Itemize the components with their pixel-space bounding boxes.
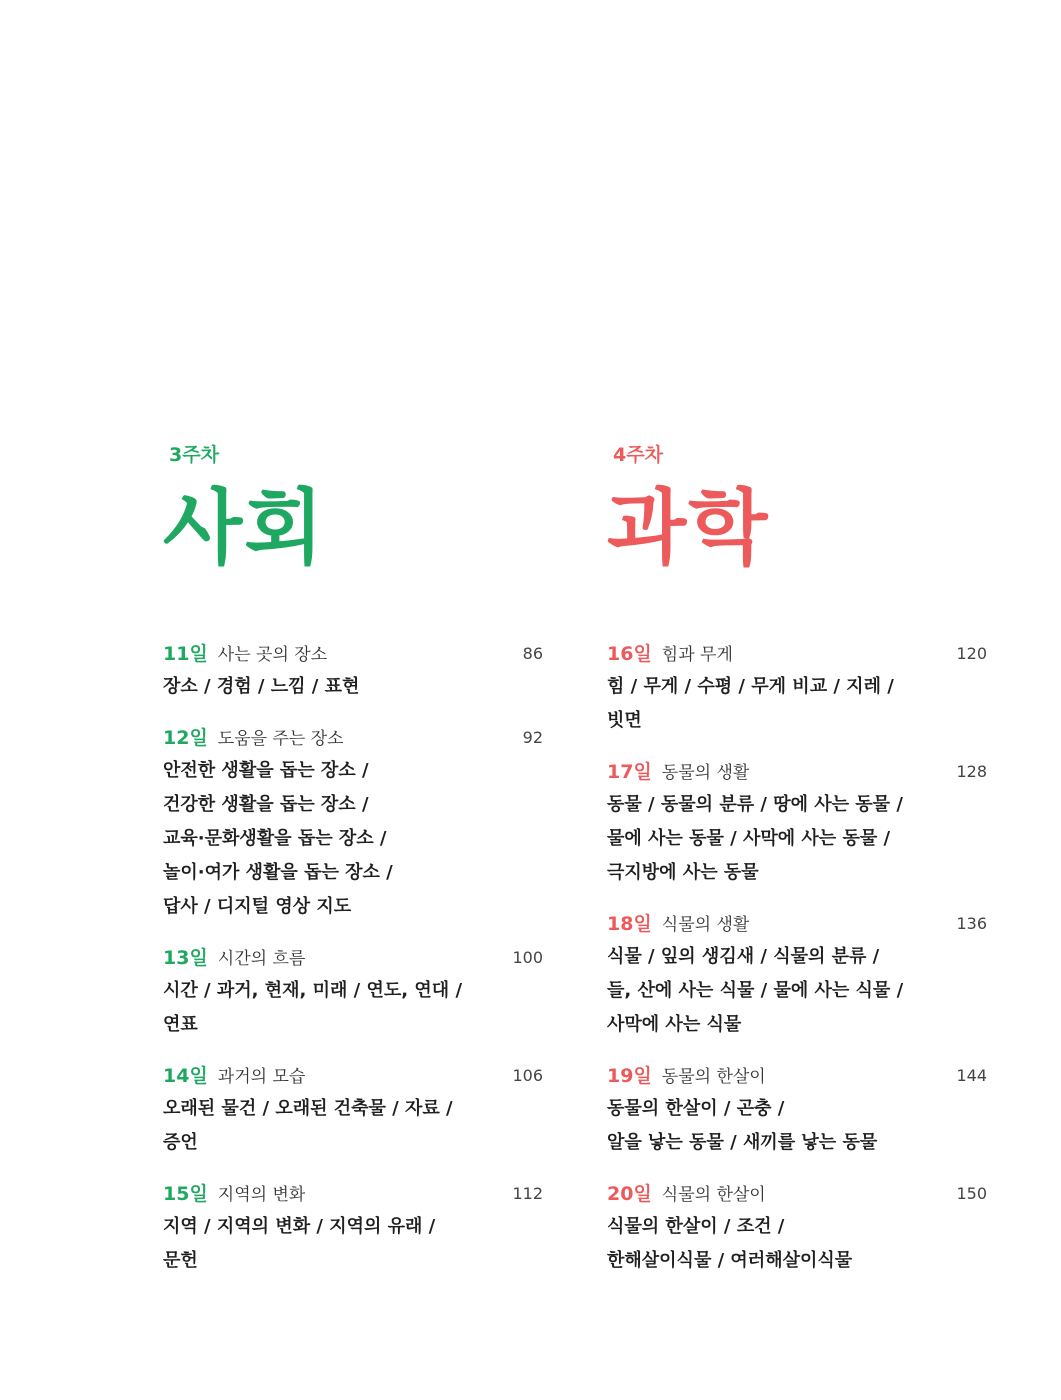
lesson-day: 12일: [163, 727, 208, 749]
lesson-entry: [163, 1178, 543, 1278]
page-number: 120: [956, 644, 987, 663]
page-number: 106: [512, 1066, 543, 1085]
lesson-title: 식물의 한살이: [661, 1185, 766, 1205]
topic-line: 힘 / 무게 / 수평 / 무게 비교 / 지레 /: [607, 676, 894, 697]
lesson-header: [163, 1178, 543, 1210]
lesson-day: 13일: [163, 947, 208, 969]
page-number: 92: [522, 728, 543, 747]
page-number: 144: [956, 1066, 987, 1085]
page-number: 150: [956, 1184, 987, 1203]
lesson-title: 사는 곳의 장소: [217, 645, 328, 665]
topic-line: 교육·문화생활을 돕는 장소 /: [163, 828, 387, 849]
lesson-header: [607, 1060, 987, 1092]
lesson-entry: [607, 638, 987, 738]
lesson-title: 동물의 한살이: [661, 1067, 766, 1087]
lesson-entry: [163, 638, 543, 704]
lesson-day: 18일: [607, 913, 652, 935]
topic-line: 안전한 생활을 돕는 장소 /: [163, 760, 369, 781]
lesson-day: 16일: [607, 643, 652, 665]
subject-title: 과학: [607, 481, 770, 576]
lesson-list: [607, 638, 987, 1278]
subject-title: 사회: [163, 481, 326, 576]
topic-line: 극지방에 사는 동물: [607, 862, 759, 883]
lesson-title: 식물의 생활: [661, 915, 750, 935]
lesson-entry: [163, 1060, 543, 1160]
lesson-header: [163, 722, 543, 754]
topic-line: 건강한 생활을 돕는 장소 /: [163, 794, 369, 815]
topic-line: 답사 / 디지털 영상 지도: [163, 896, 352, 917]
lesson-entry: [163, 722, 543, 924]
page-number: 100: [512, 948, 543, 967]
topic-line: 연표: [163, 1014, 198, 1035]
week-label: 3주차: [169, 444, 219, 466]
lesson-entry: [607, 1178, 987, 1278]
topic-line: 물에 사는 동물 / 사막에 사는 동물 /: [607, 828, 891, 849]
lesson-header: [607, 638, 987, 670]
lesson-title: 힘과 무게: [661, 645, 733, 665]
lesson-day: 17일: [607, 761, 652, 783]
lesson-title: 도움을 주는 장소: [217, 729, 344, 749]
topic-line: 문헌: [163, 1250, 198, 1271]
lesson-day: 14일: [163, 1065, 208, 1087]
topic-line: 동물의 한살이 / 곤충 /: [607, 1098, 785, 1119]
topic-line: 오래된 물건 / 오래된 건축물 / 자료 /: [163, 1098, 453, 1119]
lesson-header: [163, 1060, 543, 1092]
topic-line: 장소 / 경험 / 느낌 / 표현: [163, 676, 360, 697]
lesson-header: [607, 756, 987, 788]
lesson-title: 시간의 흐름: [217, 949, 306, 969]
lesson-list: [163, 638, 543, 1278]
lesson-header: [607, 1178, 987, 1210]
lesson-title: 지역의 변화: [217, 1185, 306, 1205]
lesson-title: 과거의 모습: [217, 1067, 306, 1087]
lesson-header: [607, 908, 987, 940]
lesson-header: [163, 638, 543, 670]
lesson-day: 15일: [163, 1183, 208, 1205]
lesson-day: 11일: [163, 643, 208, 665]
topic-line: 놀이·여가 생활을 돕는 장소 /: [163, 862, 393, 883]
page-number: 112: [512, 1184, 543, 1203]
lesson-entry: [607, 1060, 987, 1160]
topic-line: 사막에 사는 식물: [607, 1014, 742, 1035]
topic-line: 들, 산에 사는 식물 / 물에 사는 식물 /: [607, 980, 904, 1001]
week3-column: [163, 440, 543, 1296]
lesson-header: [163, 942, 543, 974]
topic-line: 식물의 한살이 / 조건 /: [607, 1216, 785, 1237]
topic-line: 증언: [163, 1132, 198, 1153]
lesson-entry: [607, 908, 987, 1042]
topic-line: 알을 낳는 동물 / 새끼를 낳는 동물: [607, 1132, 878, 1153]
topic-line: 동물 / 동물의 분류 / 땅에 사는 동물 /: [607, 794, 903, 815]
topic-line: 시간 / 과거, 현재, 미래 / 연도, 연대 /: [163, 980, 463, 1001]
lesson-day: 20일: [607, 1183, 652, 1205]
week4-column: [607, 440, 987, 1296]
topic-line: 빗면: [607, 710, 642, 731]
lesson-entry: [607, 756, 987, 890]
lesson-day: 19일: [607, 1065, 652, 1087]
week-label: 4주차: [613, 444, 663, 466]
page-number: 86: [522, 644, 543, 663]
topic-line: 식물 / 잎의 생김새 / 식물의 분류 /: [607, 946, 880, 967]
topic-line: 한해살이식물 / 여러해살이식물: [607, 1250, 853, 1271]
page-number: 136: [956, 914, 987, 933]
lesson-entry: [163, 942, 543, 1042]
page-number: 128: [956, 762, 987, 781]
lesson-title: 동물의 생활: [661, 763, 750, 783]
topic-line: 지역 / 지역의 변화 / 지역의 유래 /: [163, 1216, 436, 1237]
